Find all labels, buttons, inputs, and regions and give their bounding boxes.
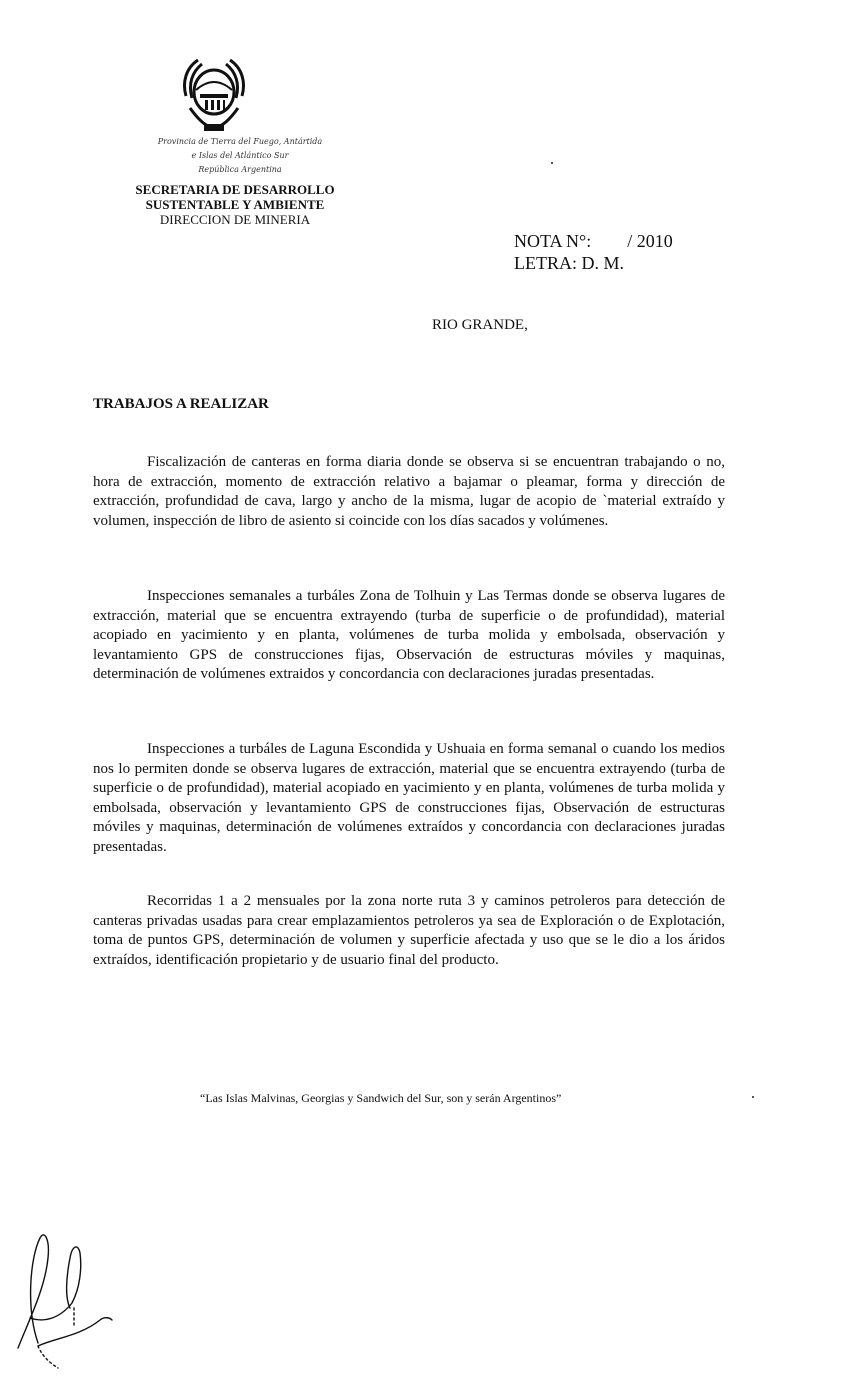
paragraph-north-zone-tours — [93, 892, 725, 970]
letterhead-department — [100, 182, 370, 227]
province-name — [140, 135, 340, 177]
paragraph-quarry-inspection — [93, 453, 725, 531]
provincial-coat-of-arms-icon — [178, 56, 250, 134]
handwritten-signature-icon — [10, 1228, 120, 1378]
reference-block — [514, 230, 673, 274]
paragraph-text: Inspecciones a turbáles de Laguna Escondida y Ushuaia en forma semanal o cuando los medios nos lo permiten donde se observa lugares de extracción, material que se encuentra extrayendo (turba de superficie o de profundidad), material acopiado en yacimiento y en planta, volúmenes de turba molida y embolsada, observación y levantamiento GPS de construcciones fijas, Observación de estructuras móviles y maquinas, determinación de volúmenes extraídos y concordancia con declaraciones juradas presentadas. — [93, 741, 725, 855]
section-heading: TRABAJOS A REALIZAR — [93, 396, 269, 412]
footer-quote: “Las Islas Malvinas, Georgias y Sandwich del Sur, son y serán Argentinos” — [200, 1091, 562, 1105]
province-line: e Islas del Atlántico Sur — [191, 151, 289, 160]
paragraph-text: Inspecciones semanales a turbáles Zona de Tolhuin y Las Termas donde se observa lugares de extracción, material que se encuentra extrayendo (turba de superficie o de profundidad), material acopiado en yacimiento y en planta, volúmenes de turba molida y embolsada, observación y levantamiento GPS de construcciones fijas, Observación de estructuras móviles y maquinas, determinación de volúmenes extraidos y concordancia con declaraciones juradas presentadas. — [93, 588, 725, 683]
paragraph-laguna-escondida-peatlands — [93, 740, 725, 858]
secretaria-line-2: SUSTENTABLE Y AMBIENTE — [145, 197, 325, 212]
paragraph-text: Recorridas 1 a 2 mensuales por la zona norte ruta 3 y caminos petroleros para detección de canteras privadas usadas para crear emplazamientos petroleros ya sea de Exploración o de Explotación, toma de puntos GPS, determinación de volumen y superficie afectada y uso que se le dio a los áridos extraídos, identificación propietario y de usuario final del producto. — [93, 893, 725, 968]
place-line: RIO GRANDE, — [432, 317, 528, 333]
scan-speck — [752, 1096, 754, 1098]
scan-speck — [551, 162, 553, 164]
nota-label: NOTA N°: — [514, 231, 592, 251]
nota-number — [514, 230, 673, 252]
paragraph-text: Fiscalización de canteras en forma diaria donde se observa si se encuentran trabajando o no, hora de extracción, momento de extracción relativo a bajamar o pleamar, forma y dirección de extracción, profundidad de cava, largo y ancho de la misma, lugar de acopio de `material extraído y volumen, inspección de libro de asiento si coincide con los días sacados y volúmenes. — [93, 454, 725, 529]
province-line: Provincia de Tierra del Fuego, Antártida — [157, 137, 323, 146]
secretaria-line-1: SECRETARIA DE DESARROLLO — [135, 182, 335, 197]
letra-label: LETRA: D. M. — [514, 253, 624, 273]
province-line: República Argentina — [198, 165, 282, 174]
direccion-line: DIRECCION DE MINERIA — [159, 212, 311, 227]
paragraph-tolhuin-peatlands — [93, 587, 725, 685]
nota-year: / 2010 — [627, 231, 673, 251]
